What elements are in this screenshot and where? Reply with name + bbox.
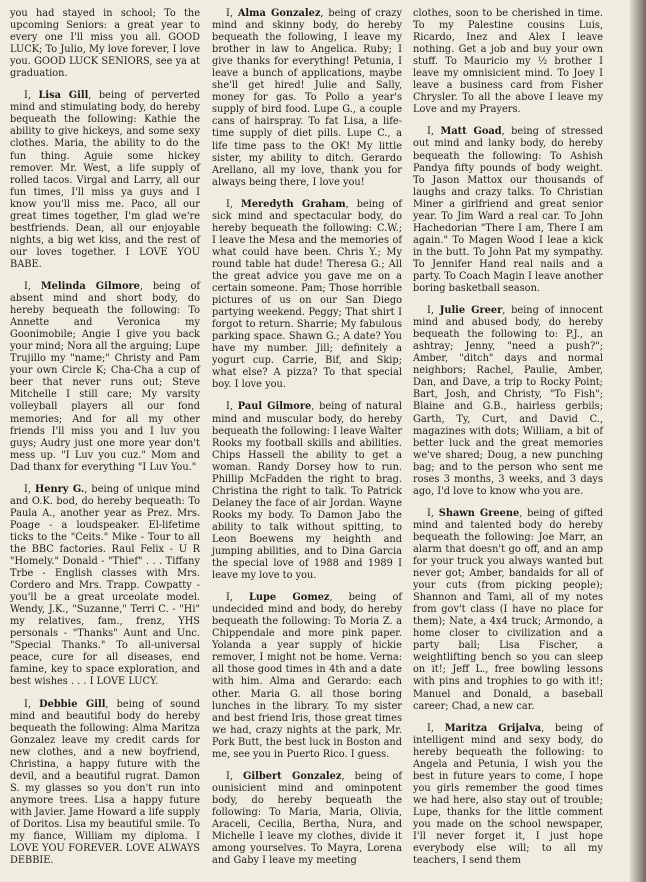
student-name: Gilbert Gonzalez xyxy=(243,770,342,782)
entry-text: , being of unique mind and O.K. bod, do hereby bequeath: To Paula A., another year as Prez. Mrs. Poage - a loudspeaker. El-lifetime ticks to the "Ceits." Mike - Tour to all the BBC factories. Raul Felix - U R "Homely." Donald - "Thief" . . . Tiffany Trbe - English classes with Mrs. Cordero and Mrs. Trapp. Cowpatty - you'll be a great urceolate model. Wendy, J.K., "Suzanne," Terri C. - "Hi" my relatives, fam., frenz, YHS personals - "Thanks" Aunt and Unc. "Special Thanks." To all-universal peace, cure for all diseases, end famine, key to space exploration, and best wishes . . . I LOVE LUCY. xyxy=(10,483,200,688)
entry-text: you had stayed in school; To the upcoming Seniors: a great year to every one I'll miss you all. GOOD LUCK; To Julio, My love forever, I love you. GOOD LUCK SENIORS, see ya at graduation. xyxy=(10,8,200,80)
entry-lead: I, xyxy=(427,507,439,519)
student-name: Shawn Greene xyxy=(438,507,520,519)
entry-lead: I, xyxy=(226,198,241,210)
entry-text: , being of natural mind and muscular body, do hereby bequeath the following: I leave Walter Rooks my football skills and abilities. Chips Hassell the ability to get a woman. Randy Dorsey how to run. Phillip McFadden the right to brag. Christina the right to talk. To Patrick Delaney the face of air Jordan. Wayne Rooks my body. To Damon Jabo the ability to talk without spitting, to Leon Boewens my heighth and jumping abilities, and to Dina Garcia the special love of 1988 and 1989 I leave my love to you. xyxy=(212,401,402,582)
entry-lead: I, xyxy=(24,483,36,495)
entry-lead: I, xyxy=(226,592,250,604)
student-name: Matt Goad xyxy=(440,126,502,138)
entry-lead: I, xyxy=(226,770,244,782)
will-entry xyxy=(413,126,603,295)
entry-text: , being of undecided mind and body, do hereby bequeath the following: To Moria Z. a Chippendale and more pink paper. Yolanda a year supply of hickie remover, I might not be home. Verna: all those good times in 4th and a date with him. Alma and Gerardo: each other. Maria G. all those boring lunches in the library. To my sister and best friend Iris, those great times we had, crazy nights at the park, Mr. Pork Butt, the best luck in Boston and me, see you in Puerto Rico. I guess. xyxy=(212,592,402,760)
entry-text: , being of intelligent mind and sexy body, do hereby bequeath the following: to Angela and Petunia, I wish you the best in future years to come, I hope you girls remember the good times we had here, also stay out of trouble; Lupe, thanks for the little comment you made on the school newspaper, I'll never forget it, I just hope everybody else will; to all my teachers, I send them xyxy=(413,722,603,867)
entry-lead: I, xyxy=(226,401,238,413)
entry-text: , being of perverted mind and stimulating body, do hereby bequeath the following: Kathie the ability to give hickeys, and some sexy clothes. Maria, the ability to do the fun thing. Aguie some hickey remover. Mr. West, a life supply of rolled tacos. Virgal and Larry, all our fun times, I'll miss ya guys and I know you'll miss me. Paco, all our great times together, I'm glad we're bestfriends. Dean, all our enjoyable nights, a big wet kiss, and the rest of our loves together. I LOVE YOU BABE. xyxy=(10,90,200,270)
student-name: Maritza Grijalva xyxy=(444,722,542,734)
student-name: Meredyth Graham xyxy=(240,198,346,210)
entry-text: , being of absent mind and short body, do hereby bequeath the following: To Annette and Veronica my Goonimobile; Angie I give you back your mind; Nora all the arguing; Lupe Trujillo my "name;" Christy and Pam your own Circle K; Cha-Cha a cup of beer that never runs out; Steve Mitchelle I still care; My varsity volleyball players all our fond memories; And for all my other friends I'll miss you and I luv you guys; Audry just one more year don't mess up. "I Luv you cuz." Mom and Dad thanx for everything "I Luv You." xyxy=(10,280,200,473)
entry-lead: I, xyxy=(24,90,39,102)
will-entry xyxy=(413,508,603,713)
will-entry xyxy=(212,8,402,189)
student-name: Julie Greer xyxy=(439,305,503,317)
student-name: Lisa Gill xyxy=(38,90,89,102)
entry-text: , being of stressed out mind and lanky body, do hereby bequeath the following: To Ashish Pandya fifty pounds of body weight. To Jason Mattox our thousands of laughs and crazy talks. To Christian Miner a girlfriend and great senior year. To Jim Ward a real car. To John Hachedorian "There I am, There I am again." To Magen Wood I leae a kick in the butt. To John Pat my sympathy. To Jennifer Hand real nails and a party. To Coach Magin I leave another boring basketball season. xyxy=(413,126,603,295)
entry-text: , being of innocent mind and abused body, do hereby bequeath the following to: P.J., an ashtray; Jenny, "need a push?"; Amber, "ditch" days and normal neighbors; Rachel, Paulie, Amber, Dan, and Dave, a trip to Rocky Point; Bart, Josh, and Christy, "To Fish"; Blaine and G.B., hairless gerbils; Garth, Ty, Curt, and David C., magazines with dots; William, a bit of better luck and the great memories we've shared; Doug, a new punching bag; and to the person who sent me roses 3 months, 3 weeks, and 3 days ago, I'd love to know who you are. xyxy=(413,305,603,497)
entry-text: , being of crazy mind and skinny body, do hereby bequeath the following, I leave my brother in law to Angelica. Ruby; I give thanks for everything! Petunia, I leave a bunch of applications, maybe she'll get hired! Julie and Sally, money for gas. To Pollo a year's supply of bird food. Lupe G., a couple cans of hairspray. To fat Lisa, a life-time supply of diet pills. Lupe C., a life time pass to the OK! My little sister, my ability to ditch. Gerardo Arellano, all my love, thank you for always being there, I love you! xyxy=(212,8,402,188)
student-name: Paul Gilmore xyxy=(237,401,312,413)
student-name: Debbie Gill xyxy=(39,698,106,710)
will-entry xyxy=(413,305,603,498)
student-name: Melinda Gilmore xyxy=(40,280,140,292)
entry-lead: I, xyxy=(427,305,440,317)
will-entry xyxy=(212,592,402,761)
entry-lead: I, xyxy=(226,8,238,19)
entry-text: , being of gifted mind and talented body do hereby bequeath the following: Joe Marr, an alarm that doesn't go off, and an amp for your truck you always wanted but never got; Amber, bandaids for all of your cuts (from picking people); Shannon and Tami, all of my notes from gov't class (I have no place for them); Nate, a 4x4 truck; Armondo, a home closer to civilization and a party ball; Lisa Fischer, a weightlifting bench so you can sleep on it!; Jeff L., free bowling lessons with pins and trophies to go with it!; Manuel and Donald, a baseball career; Chad, a new car. xyxy=(413,507,603,712)
column-1 xyxy=(10,8,200,877)
will-entry xyxy=(10,8,200,80)
will-entry xyxy=(10,699,200,868)
page-binding-edge xyxy=(630,0,646,882)
entry-lead: I, xyxy=(24,698,40,710)
will-entry xyxy=(10,484,200,689)
will-entry xyxy=(413,8,603,116)
will-entry xyxy=(212,199,402,392)
will-entry xyxy=(212,771,402,867)
entry-text: , being of sick mind and spectacular body, do hereby bequeath the following: C.W.; I leave the Mesa and the memories of what could have been. Chris Y.; My round table hat dude! Theresa G.; All the great advice you gave me on a certain someone. Pam; Those horrible pictures of us on our San Diego partying weekend. Peggy; That shirt I forgot to return. Sharrie; My fabulous parking space. Shawn G.; A date? You have my number. Jill; definitely a yogurt cup. Carrie, Bif, and Skip; what else? A pizza? To that special boy. I love you. xyxy=(212,198,402,391)
student-name: Alma Gonzalez xyxy=(237,8,321,19)
will-entry xyxy=(212,401,402,582)
column-3 xyxy=(413,8,603,877)
entry-lead: I, xyxy=(24,280,41,292)
column-2 xyxy=(212,8,402,877)
entry-lead: I, xyxy=(427,722,445,734)
will-entry xyxy=(413,723,603,868)
entry-lead: I, xyxy=(427,126,441,138)
will-entry xyxy=(10,281,200,474)
entry-text: , being of ounisicient mind and ominpotent body, do hereby bequeath the following: To Maria, Maria, Olivia, Araceli, Cecilia, Bertha, Nura, and Michelle I leave my clothes, divide it among yourselves. To Mayra, Lorena and Gaby I leave my meeting xyxy=(212,770,402,867)
entry-text: , being of sound mind and beautiful body do hereby bequeath the following: Alma Maritza Gonzalez leave my credit cards for new clothes, and a new boyfriend, Christina, a happy future with the devil, and a beautiful rugrat. Damon S. my glasses so you don't run into anymore trees. Lisa a happy future with Javier. Jame Howard a life supply of Doritos. Lisa my beautiful smile. To my fiance, William my diploma. I LOVE YOU FOREVER. LOVE ALWAYS DEBBIE. xyxy=(10,698,200,867)
student-name: Henry G. xyxy=(35,483,85,495)
student-name: Lupe Gomez xyxy=(249,592,330,604)
will-entry xyxy=(10,90,200,271)
entry-text: clothes, soon to be cherished in time. To my Palestine cousins Luis, Ricardo, Inez and Alex I leave nothing. Get a job and buy your own stuff. To Mauricio my ½ brother I leave my omnisicient mind. To Joey I leave a business card from Fisher Chrysler. To all the above I leave my Love and my Prayers. xyxy=(413,8,603,116)
